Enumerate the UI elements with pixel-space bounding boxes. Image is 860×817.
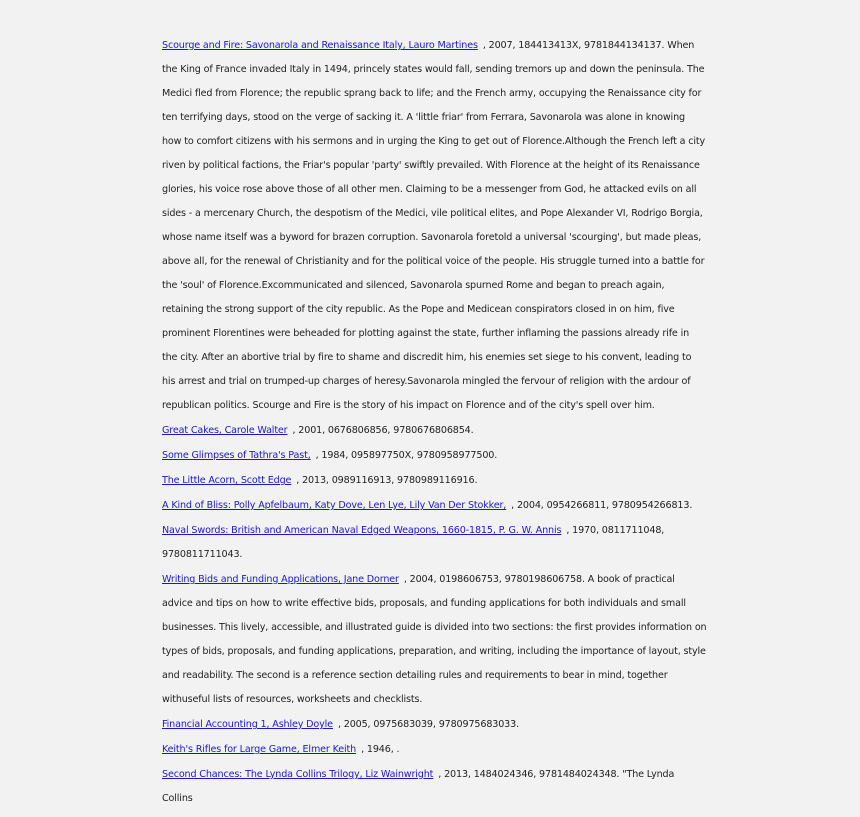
list-item	[162, 568, 707, 712]
book-details: , 2004, 0198606753, 9780198606758. A book of practical advice and tips on how to write effective bids, proposals, and funding applications for both individuals and small businesses. This lively, accessible, and illustrated guide is divided into two sections: the first provides information on types of bids, proposals, and funding applications, preparation, and writing, including the importance of layout, style and readability. The second is a reference section detailing rules and requirements to bear in mind, together withuseful lists of resources, worksheets and checklists.	[162, 574, 707, 705]
book-details: , 2001, 0676806856, 9780676806854.	[292, 425, 474, 436]
book-details: , 2013, 0989116913, 9780989116916.	[296, 475, 478, 486]
book-details: , 1970, 0811711048, 9780811711043.	[162, 525, 665, 560]
book-list	[162, 34, 707, 811]
list-item	[162, 738, 707, 762]
book-details: , 2007, 184413413X, 9781844134137. When the King of France invaded Italy in 1494, princely states would fall, sending tremors up and down the peninsula. The Medici fled from Florence; the republic sprang back to life; and the French army, occupying the Renaissance city for ten terrifying days, stood on the verge of sacking it. A 'little friar' from Ferrara, Savonarola was alone in knowing how to comfort citizens with his sermons and in urging the King to get out of Florence.Although the French left a city riven by political factions, the Friar's popular 'party' swiftly prevailed. With Florence at the height of its Renaissance glories, his voice rose above those of all other men. Claiming to be a messenger from God, he attacked evils on all sides - a mercenary Church, the despotism of the Medici, vile political elites, and Pope Alexander VI, Rodrigo Borgia, whose name itself was a byword for brazen corruption. Savonarola foretold a universal 'scourging', but made pleas, above all, for the renewal of Christianity and for the political voice of the people. His struggle turned into a battle for the 'soul' of Florence.Excommunicated and silenced, Savonarola spurned Rome and began to preach again, retaining the strong support of the city republic. As the Pope and Medicean conspirators closed in on him, five prominent Florentines were beheaded for plotting against the state, further inflaming the passions already rife in the city. After an abortive trial by fire to shame and discredit him, his enemies set siege to his convent, leading to his arrest and trial on trumped-up charges of heresy.Savonarola mingled the fervour of religion with the ardour of republican politics. Scourge and Fire is the story of his impact on Florence and of the city's spell over him.	[162, 40, 706, 411]
book-title-link[interactable]: The Little Acorn, Scott Edge	[162, 475, 292, 486]
book-title-link[interactable]: Naval Swords: British and American Naval Edged Weapons, 1660-1815, P. G. W. Annis	[162, 525, 562, 536]
book-title-link[interactable]: A Kind of Bliss: Polly Apfelbaum, Katy Dove, Len Lye, Lily Van Der Stokker,	[162, 500, 507, 511]
book-details: , 2005, 0975683039, 9780975683033.	[337, 719, 519, 730]
book-title-link[interactable]: Writing Bids and Funding Applications, Jane Dorner	[162, 574, 399, 585]
list-item	[162, 444, 707, 468]
book-details: , 1984, 095897750X, 9780958977500.	[315, 450, 498, 461]
list-item	[162, 419, 707, 443]
book-title-link[interactable]: Great Cakes, Carole Walter	[162, 425, 288, 436]
book-details: , 2004, 0954266811, 9780954266813.	[511, 500, 693, 511]
book-details: , 2013, 1484024346, 9781484024348. "The Lynda Collins	[162, 769, 675, 804]
list-item	[162, 763, 707, 811]
list-item	[162, 519, 707, 567]
list-item	[162, 34, 707, 418]
book-title-link[interactable]: Financial Accounting 1, Ashley Doyle	[162, 719, 333, 730]
list-item	[162, 713, 707, 737]
list-item	[162, 494, 707, 518]
book-details: , 1946, .	[361, 744, 400, 755]
list-item	[162, 469, 707, 493]
book-title-link[interactable]: Some Glimpses of Tathra's Past,	[162, 450, 311, 461]
book-title-link[interactable]: Keith's Rifles for Large Game, Elmer Keith	[162, 744, 357, 755]
book-title-link[interactable]: Scourge and Fire: Savonarola and Renaissance Italy, Lauro Martines	[162, 40, 478, 51]
book-title-link[interactable]: Second Chances: The Lynda Collins Trilogy, Liz Wainwright	[162, 769, 434, 780]
